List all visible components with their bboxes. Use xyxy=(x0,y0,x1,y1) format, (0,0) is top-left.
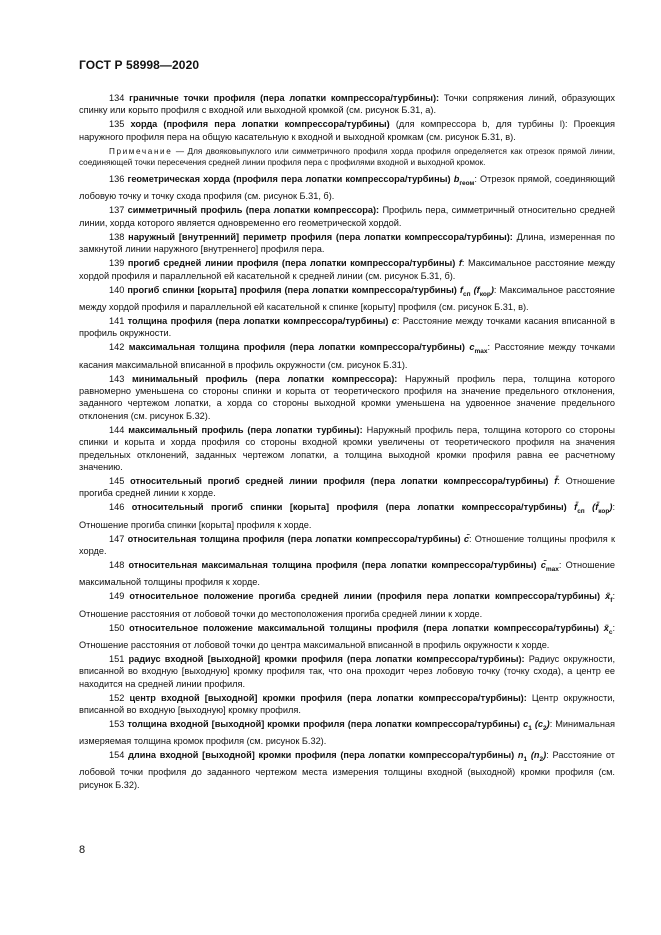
document-header: ГОСТ Р 58998—2020 xyxy=(79,58,200,72)
term-number: 145 xyxy=(109,475,131,486)
term-title: толщина входной [выходной] кромки профиля (пера лопатки компрессора/турбины) xyxy=(127,718,521,729)
term-number: 143 xyxy=(109,373,133,384)
term-definition: (для компрессора b, для турбины l): Проекция наружного профиля пера на общую касательную к входной и выходной кромкам (см. рисунок Б.31, в). xyxy=(79,119,615,142)
term-symbol: $c̄_{max}$ xyxy=(540,560,559,573)
term-symbol: c̄ xyxy=(463,533,469,544)
term-148 xyxy=(79,559,615,589)
term-title: симметричный профиль (пера лопатки компрессора): xyxy=(127,205,380,216)
term-definition: : Отношение прогиба спинки [корыта] профиля к хорде. xyxy=(79,502,615,530)
term-title: относительное положение максимальной толщины профиля (пера лопатки компрессора/турбины) xyxy=(129,622,599,633)
term-symbol: c xyxy=(391,315,397,326)
term-number: 147 xyxy=(109,533,128,544)
term-150 xyxy=(79,622,615,652)
term-number: 151 xyxy=(109,653,129,664)
term-definition: : Расстояние от лобовой точки профиля до заданного чертежом места измерения толщины входной (выходной) кромки профиля (см. рисунок Б.32). xyxy=(79,750,615,790)
term-symbol: $c_{max}$ xyxy=(469,342,488,356)
term-title: максимальный профиль (пера лопатки турбины): xyxy=(128,424,363,435)
term-symbol: $x̄_f$ xyxy=(605,591,613,605)
term-definition: Наружный профиль пера, толщина которого равномерно уменьшена со стороны спинки и корыта от теоретического профиля на значение предельного отклонения, заданного чертежом лопатки, а хорда со стороны выходной кромки уменьшена на удвоенное значение предельного отклонения (см. рисунок Б.32). xyxy=(79,373,616,421)
term-title: максимальная толщина профиля (пера лопатки компрессора/турбины) xyxy=(128,342,465,353)
term-symbol: $n_1$ $(n_2)$ xyxy=(517,750,547,764)
term-definition: : Отношение прогиба средней линии к хорде. xyxy=(79,475,615,499)
note-label: Примечание xyxy=(109,147,173,157)
term-136 xyxy=(79,173,615,203)
term-140 xyxy=(79,284,615,314)
term-142 xyxy=(79,341,615,371)
term-143 xyxy=(79,373,615,423)
term-152 xyxy=(79,692,615,717)
term-symbol: f xyxy=(458,258,462,269)
term-symbol: $x̄_c$ xyxy=(603,622,613,636)
term-definition: : Максимальное расстояние между хордой профиля и параллельной ей касательной к спинке [корыту] профиля (см. рисунок Б.31, в). xyxy=(79,284,616,312)
term-title: относительный прогиб спинки [корыта] профиля (пера лопатки компрессора/турбины) xyxy=(131,502,567,513)
term-definition: : Расстояние между точками касания максимальной вписанной в профиль окружности (см. рисунок Б.31). xyxy=(79,342,615,370)
term-definition: : Минимальная измеряемая толщина кромок профиля (см. рисунок Б.32). xyxy=(79,718,615,747)
term-144 xyxy=(79,424,615,474)
term-149 xyxy=(79,590,615,620)
term-definition: : Максимальное расстояние между хордой профиля и параллельной ей касательной к средней линии (см. рисунок Б.31, б). xyxy=(79,258,615,281)
term-definition: : Отношение расстояния от лобовой точки до местоположения прогиба средней линии к хорде. xyxy=(79,591,616,619)
note-text: — Для двояковыпуклого или симметричного профиля хорда профиля определяется как отрезок прямой линии, соединяющей точки пересечения средней линии профиля пера с профилями входной и выходной кромок. xyxy=(79,147,615,168)
term-definition: Наружный профиль пера, толщина которого со стороны спинки и корыта и хорда профиля со стороны входной кромки увеличены от теоретического профиля на значения предельных отклонений, заданных чертежом лопатки, а толщина выходной кромки профиля равна ее расчетному значению. xyxy=(79,424,615,472)
term-number: 144 xyxy=(109,424,129,435)
term-number: 152 xyxy=(109,692,130,703)
term-title: прогиб спинки [корыта] профиля (пера лопатки компрессора/турбины) xyxy=(127,284,457,295)
term-symbol: $c_1$ $(c_2)$ xyxy=(523,718,550,732)
term-154 xyxy=(79,749,615,791)
term-definition: Длина, измеренная по замкнутой линии наружного [внутреннего] профиля пера. xyxy=(79,231,615,255)
term-symbol: $f_{сп}$ $(f_{кор})$ xyxy=(459,284,494,298)
term-number: 149 xyxy=(109,591,130,602)
term-definition: Профиль пера, симметричный относительно средней линии, хорда которого является одновременно его геометрической хордой. xyxy=(79,205,616,228)
term-definition: : Отрезок прямой, соединяющий лобовую точку и точку схода профиля (см. рисунок Б.31, б). xyxy=(79,174,615,202)
term-135 xyxy=(79,118,615,143)
term-number: 134 xyxy=(109,93,130,103)
term-number: 140 xyxy=(109,284,128,295)
term-definition: Центр окружности, вписанной во входную [выходную] кромку профиля. xyxy=(79,692,615,715)
note xyxy=(79,146,615,168)
term-number: 148 xyxy=(109,560,129,571)
term-definition: : Отношение максимальной толщины профиля к хорде. xyxy=(79,560,615,588)
term-number: 142 xyxy=(109,342,129,353)
term-definition: : Расстояние между точками касания вписанной в профиль окружности. xyxy=(79,315,616,339)
term-number: 137 xyxy=(109,205,128,216)
term-146 xyxy=(79,501,615,531)
term-title: относительная толщина профиля (пера лопатки компрессора/турбины) xyxy=(127,533,461,544)
page-number: 8 xyxy=(79,844,86,856)
term-title: радиус входной [выходной] кромки профиля (пера лопатки компрессора/турбины): xyxy=(128,653,525,664)
term-137 xyxy=(79,204,615,229)
term-symbol: f̄ xyxy=(554,475,558,486)
term-139 xyxy=(79,257,615,282)
term-symbol: $b_{геом}$ xyxy=(453,174,475,188)
document-body xyxy=(79,92,615,793)
term-definition: : Отношение расстояния от лобовой точки до центра максимальной вписанной в профиль окружности к хорде. xyxy=(79,622,616,650)
term-145 xyxy=(79,475,615,500)
term-title: толщина профиля (пера лопатки компрессора/турбины) xyxy=(127,315,389,326)
term-number: 150 xyxy=(109,622,130,633)
term-number: 153 xyxy=(109,718,128,729)
term-number: 138 xyxy=(109,231,129,242)
term-title: длина входной [выходной] кромки профиля (пера лопатки компрессора/турбины) xyxy=(128,750,515,761)
term-title: относительный прогиб средней линии профиля (пера лопатки компрессора/турбины) xyxy=(130,475,549,486)
term-number: 136 xyxy=(109,174,128,185)
term-definition: Точки сопряжения линий, образующих спинку или корыто профиля с входной или выходной кромкой (см. рисунок Б.31, а). xyxy=(79,93,615,116)
term-141 xyxy=(79,315,615,340)
term-147 xyxy=(79,533,615,558)
term-definition: : Отношение толщины профиля к хорде. xyxy=(79,533,615,557)
term-definition: Радиус окружности, вписанной во входную [выходную] кромку профиля так, что она проходит через лобовую точку (точку схода), а центр ее находится на средней линии профиля. xyxy=(79,653,616,689)
term-title: наружный [внутренний] периметр профиля (пера лопатки компрессора/турбины): xyxy=(128,231,513,242)
term-number: 139 xyxy=(109,258,128,269)
term-title: граничные точки профиля (пера лопатки компрессора/турбины): xyxy=(129,93,440,103)
term-number: 146 xyxy=(109,502,132,513)
term-title: геометрическая хорда (профиля пера лопатки компрессора/турбины) xyxy=(127,174,451,185)
term-title: относительная максимальная толщина профиля (пера лопатки компрессора/турбины) xyxy=(128,560,537,571)
term-title: центр входной [выходной] кромки профиля (пера лопатки компрессора/турбины): xyxy=(129,692,527,703)
term-134 xyxy=(79,92,615,117)
term-symbol: $f̄_{сп}$ $(f̄_{кор})$ xyxy=(574,502,613,516)
term-151 xyxy=(79,653,615,690)
term-153 xyxy=(79,718,615,748)
term-138 xyxy=(79,231,615,256)
term-number: 135 xyxy=(109,119,131,130)
term-title: относительное положение прогиба средней линии (профиля пера лопатки компрессора/турбины) xyxy=(129,591,601,602)
term-title: хорда (профиля пера лопатки компрессора/турбины) xyxy=(130,119,390,130)
term-number: 141 xyxy=(109,315,128,326)
term-title: прогиб средней линии профиля (пера лопатки компрессора/турбины) xyxy=(127,258,456,269)
term-title: минимальный профиль (пера лопатки компрессора): xyxy=(132,373,398,384)
term-number: 154 xyxy=(109,750,129,761)
